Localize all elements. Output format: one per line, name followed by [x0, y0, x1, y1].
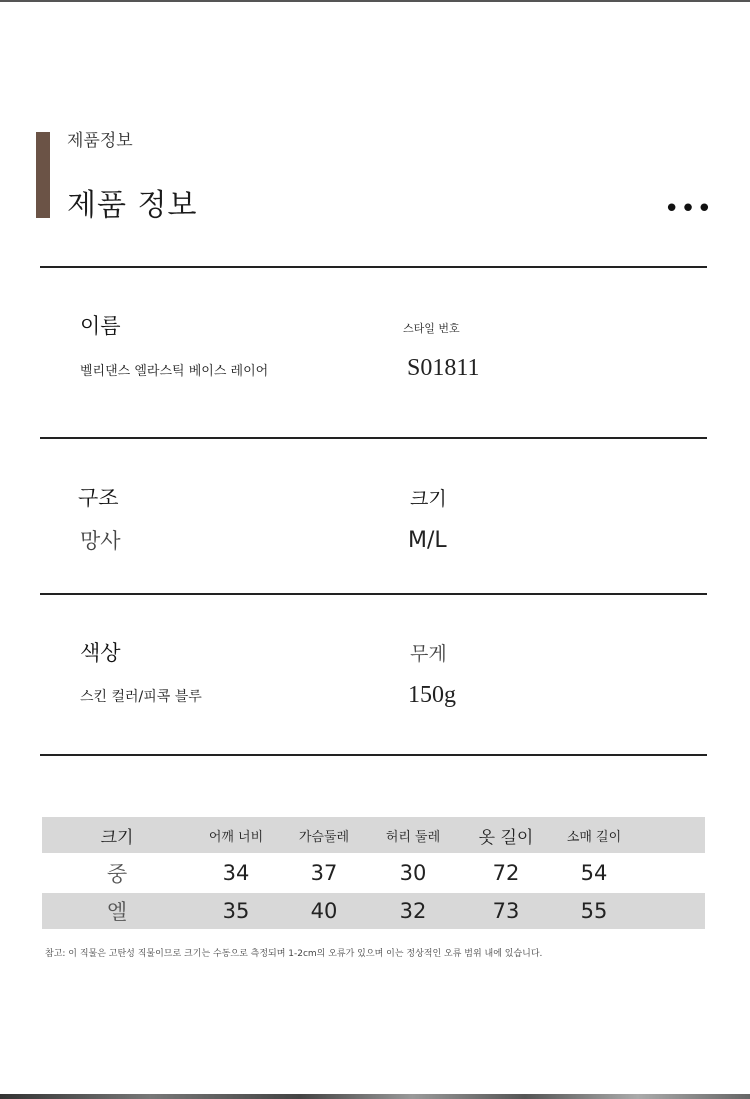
size-value: M/L	[408, 528, 447, 553]
table-header-cell: 크기	[42, 817, 192, 853]
page-title: 제품 정보	[67, 188, 198, 223]
bottom-image-strip	[0, 1094, 750, 1099]
table-cell: 34	[192, 853, 280, 893]
table-cell: 40	[280, 893, 368, 929]
table-row-label: 엘	[42, 893, 192, 929]
top-border	[0, 0, 750, 2]
color-value: 스킨 컬러/피콕 블루	[80, 689, 202, 705]
table-row	[42, 853, 705, 893]
table-cell: 30	[368, 853, 458, 893]
table-header-cell: 소매 길이	[554, 817, 634, 853]
table-header-cell: 어깨 너비	[192, 817, 280, 853]
measurement-note: 참고: 이 직물은 고탄성 직물이므로 크기는 수동으로 측정되며 1-2cm의 오류가 있으며 이는 정상적인 오류 범위 내에 있습니다.	[45, 949, 543, 959]
divider	[40, 754, 707, 756]
name-label: 이름	[80, 314, 121, 338]
more-options-icon[interactable]: •••	[664, 194, 714, 224]
weight-label: 무게	[410, 643, 447, 665]
divider	[40, 593, 707, 595]
table-cell-spacer	[634, 853, 705, 893]
table-cell: 73	[458, 893, 554, 929]
table-cell: 54	[554, 853, 634, 893]
table-cell: 72	[458, 853, 554, 893]
size-chart-table	[42, 817, 705, 929]
table-row	[42, 893, 705, 929]
size-label: 크기	[410, 488, 447, 510]
name-value: 벨리댄스 엘라스틱 베이스 레이어	[80, 364, 269, 379]
table-cell: 32	[368, 893, 458, 929]
divider	[40, 437, 707, 439]
table-cell: 35	[192, 893, 280, 929]
table-cell-spacer	[634, 893, 705, 929]
table-header-row	[42, 817, 705, 853]
divider	[40, 266, 707, 268]
structure-label: 구조	[78, 486, 119, 510]
weight-value: 150g	[408, 682, 456, 708]
table-row-label: 중	[42, 853, 192, 893]
section-subtitle: 제품정보	[67, 131, 133, 151]
structure-value: 망사	[80, 529, 121, 553]
table-cell: 55	[554, 893, 634, 929]
table-header-cell: 허리 둘레	[368, 817, 458, 853]
style-number-value: S01811	[407, 355, 480, 381]
table-header-cell: 가슴둘레	[280, 817, 368, 853]
table-cell: 37	[280, 853, 368, 893]
title-accent-bar	[36, 132, 50, 218]
table-header-cell: 옷 길이	[458, 817, 554, 853]
style-number-label: 스타일 번호	[403, 322, 460, 335]
table-header-spacer	[634, 817, 705, 853]
color-label: 색상	[80, 641, 121, 665]
